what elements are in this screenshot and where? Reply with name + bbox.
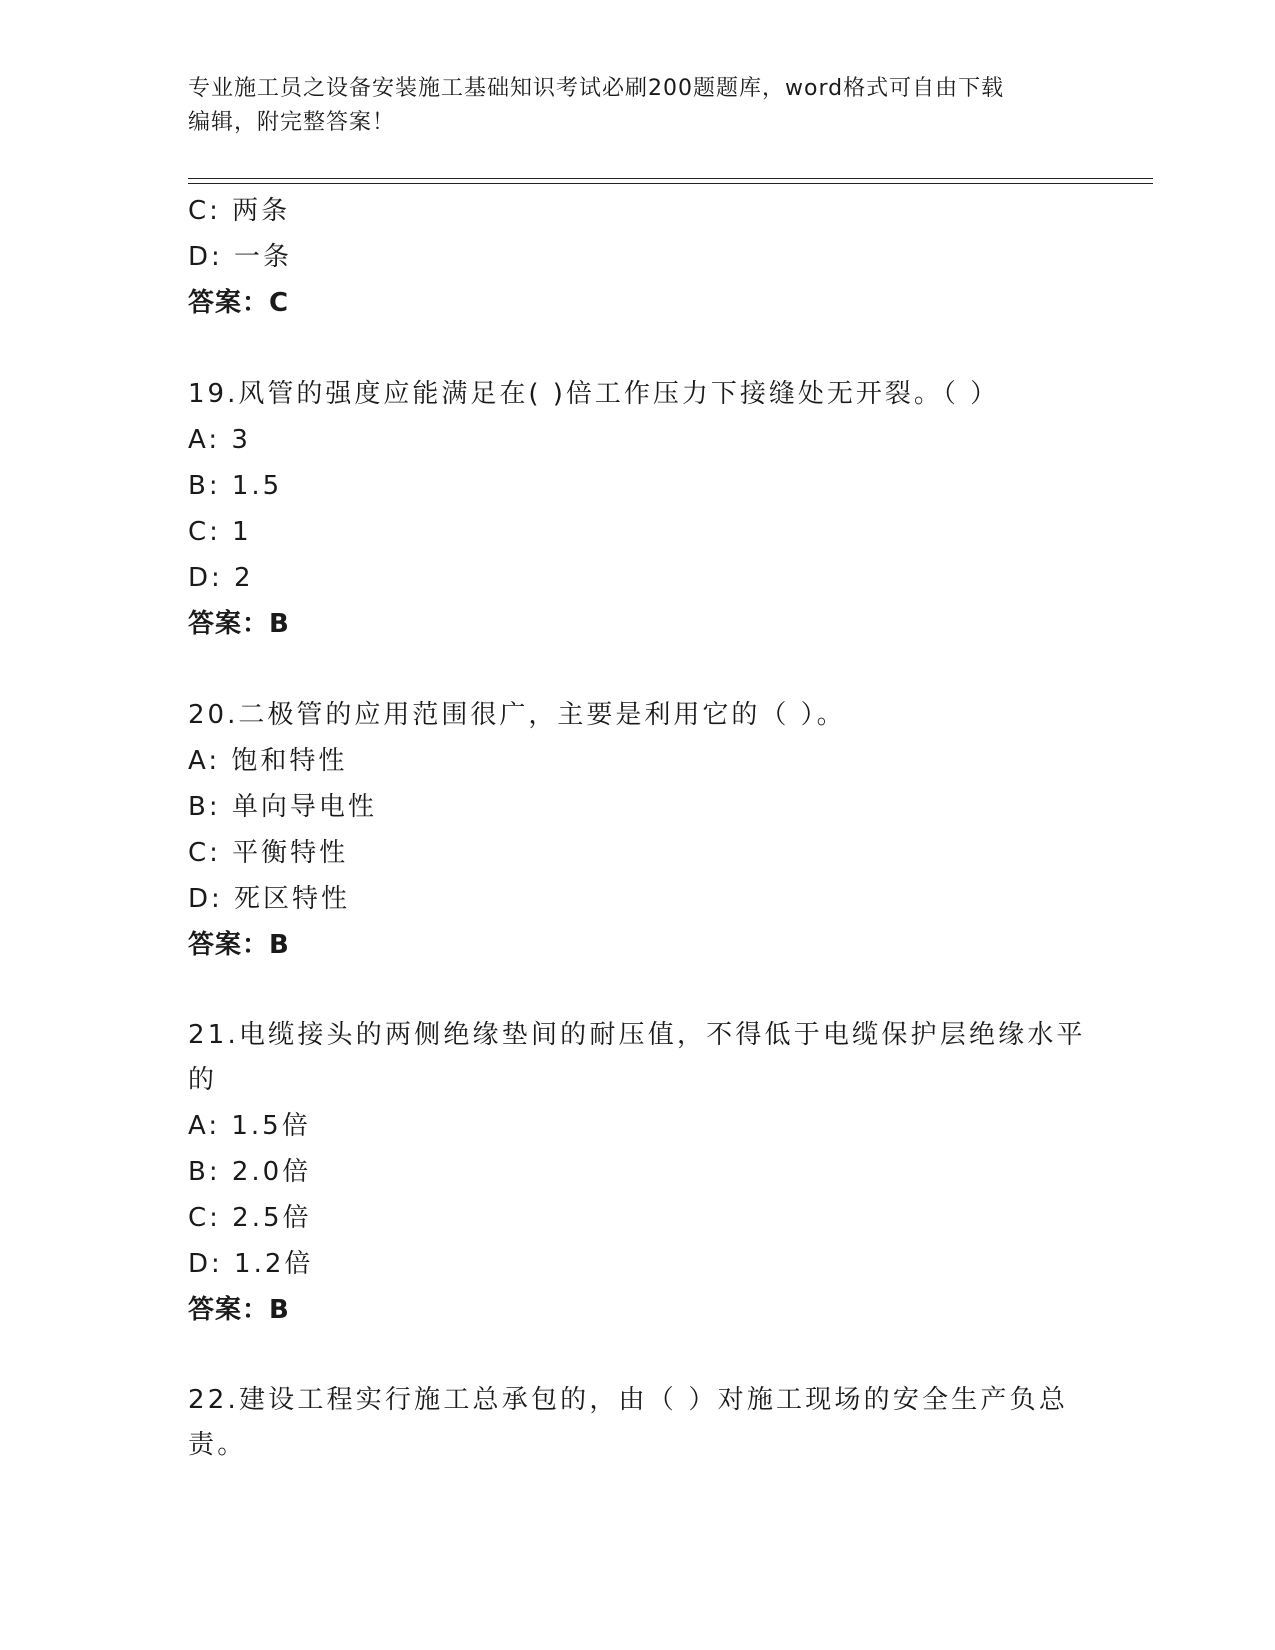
spacer	[188, 1333, 1088, 1378]
answer: 答案：B	[188, 930, 290, 960]
spacer	[188, 968, 1088, 1013]
question-stem	[188, 1378, 1088, 1468]
question-stem-line: 22.建设工程实行施工总承包的，由（ ）对施工现场的安全生产负总	[188, 1385, 1069, 1415]
option-d: D: 1.2倍	[188, 1249, 314, 1279]
option-b: B: 1.5	[188, 471, 283, 501]
question-stem: 19.风管的强度应能满足在( )倍工作压力下接缝处无开裂。（ ）	[188, 379, 1000, 409]
spacer	[188, 326, 1088, 371]
document-header	[188, 72, 1088, 140]
question-18-tail	[188, 188, 1088, 326]
question-20	[188, 692, 1088, 968]
header-line-2: 编辑，附完整答案！	[188, 110, 396, 135]
option-a: A: 饱和特性	[188, 746, 348, 776]
question-list	[188, 188, 1088, 1468]
option-b: B: 2.0倍	[188, 1157, 312, 1187]
spacer	[188, 647, 1088, 692]
question-stem	[188, 1013, 1088, 1103]
option-c: C: 平衡特性	[188, 838, 349, 868]
option-b: B: 单向导电性	[188, 792, 377, 822]
question-22	[188, 1378, 1088, 1468]
header-line-1: 专业施工员之设备安装施工基础知识考试必刷200题题库，word格式可自由下载	[188, 76, 1005, 101]
question-stem-line: 21.电缆接头的两侧绝缘垫间的耐压值，不得低于电缆保护层绝缘水平	[188, 1020, 1086, 1050]
header-divider-bottom	[188, 183, 1153, 184]
option-c: C: 两条	[188, 196, 291, 226]
question-stem-line: 责。	[188, 1430, 247, 1460]
option-d: D: 一条	[188, 242, 293, 272]
header-divider-top	[188, 178, 1153, 179]
option-c: C: 2.5倍	[188, 1203, 312, 1233]
answer: 答案：C	[188, 288, 290, 318]
option-d: D: 2	[188, 563, 254, 593]
option-d: D: 死区特性	[188, 884, 351, 914]
question-19	[188, 371, 1088, 647]
question-stem-line: 的	[188, 1065, 218, 1095]
option-a: A: 1.5倍	[188, 1111, 311, 1141]
option-c: C: 1	[188, 517, 252, 547]
option-a: A: 3	[188, 425, 251, 455]
answer: 答案：B	[188, 609, 290, 639]
question-stem: 20.二极管的应用范围很广，主要是利用它的（ ）。	[188, 700, 846, 730]
answer: 答案：B	[188, 1295, 290, 1325]
question-21	[188, 1013, 1088, 1333]
